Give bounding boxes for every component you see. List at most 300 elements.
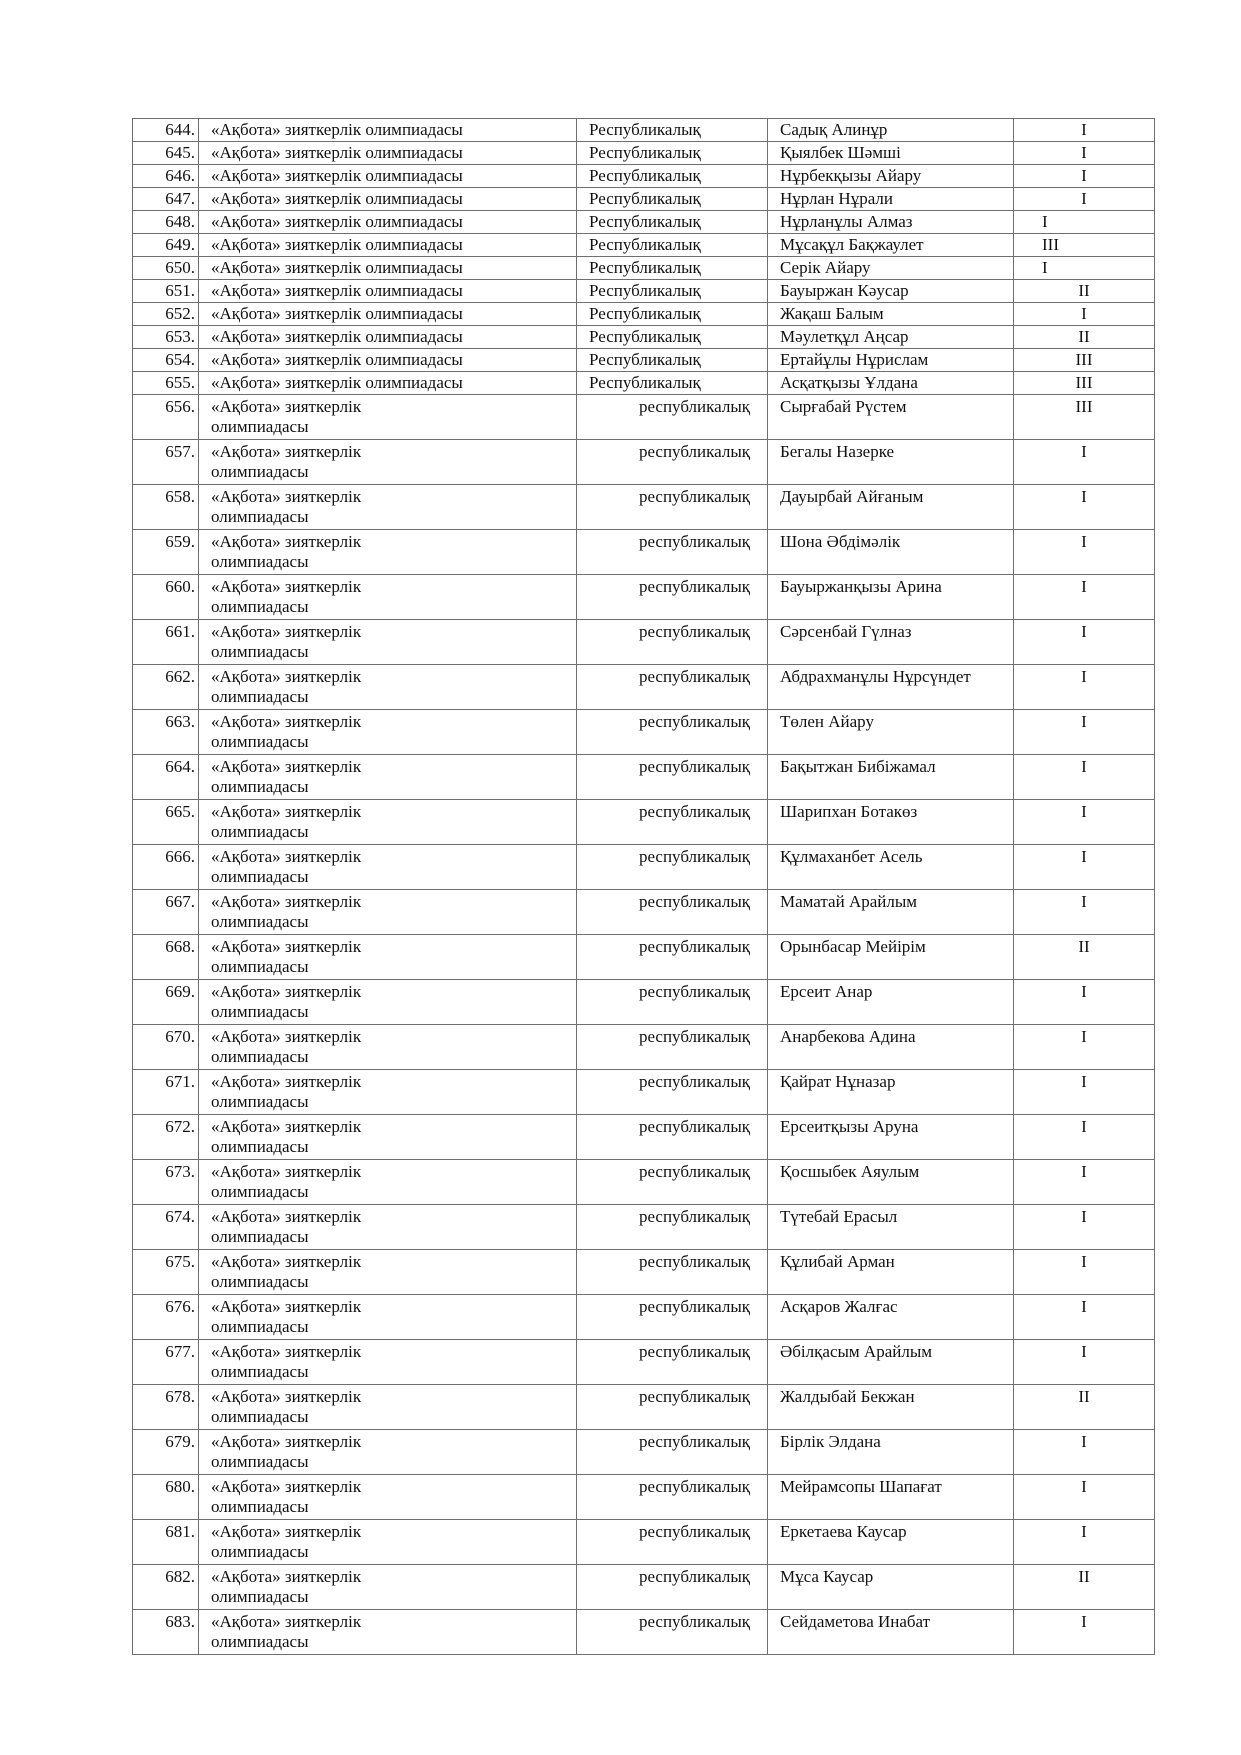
olympiad-name: «Ақбота» зияткерлік олимпиадасы — [211, 258, 463, 277]
table-row — [133, 710, 1155, 755]
participant-name: Нұрлан Нұрали — [780, 189, 893, 208]
olympiad-name: «Ақбота» зияткерлік олимпиадасы — [211, 120, 463, 139]
prize-cell — [1014, 1205, 1155, 1250]
row-number-cell — [133, 890, 199, 935]
prize-cell — [1014, 1115, 1155, 1160]
olympiad-level: республикалық — [638, 712, 750, 731]
table-row — [133, 1025, 1155, 1070]
level-cell — [577, 1475, 768, 1520]
level-cell — [577, 1565, 768, 1610]
row-number-cell — [133, 1250, 199, 1295]
olympiad-level: республикалық — [638, 1162, 750, 1181]
olympiad-name: «Ақбота» зияткерлік олимпиадасы — [211, 397, 362, 436]
results-table — [132, 118, 1155, 1655]
olympiad-cell — [199, 395, 577, 440]
olympiad-name: «Ақбота» зияткерлік олимпиадасы — [211, 487, 362, 526]
participant-cell — [768, 1025, 1014, 1070]
row-number-cell — [133, 1025, 199, 1070]
participant-cell — [768, 1070, 1014, 1115]
participant-name: Дауырбай Айғаным — [780, 487, 924, 506]
prize-place: I — [1081, 120, 1087, 139]
row-number: 679. — [165, 1432, 195, 1451]
table-row — [133, 1295, 1155, 1340]
olympiad-cell — [199, 349, 577, 372]
table-row — [133, 575, 1155, 620]
participant-cell — [768, 800, 1014, 845]
olympiad-level: республикалық — [638, 1612, 750, 1631]
olympiad-cell — [199, 211, 577, 234]
row-number: 647. — [165, 189, 195, 208]
level-cell — [577, 1025, 768, 1070]
participant-name: Еркетаева Каусар — [780, 1522, 907, 1541]
participant-cell — [768, 1385, 1014, 1430]
participant-name: Садық Алинұр — [780, 120, 888, 139]
row-number-cell — [133, 349, 199, 372]
row-number: 676. — [165, 1297, 195, 1316]
olympiad-level: республикалық — [638, 847, 750, 866]
row-number-cell — [133, 326, 199, 349]
olympiad-cell — [199, 845, 577, 890]
table-row — [133, 1430, 1155, 1475]
row-number-cell — [133, 234, 199, 257]
olympiad-name: «Ақбота» зияткерлік олимпиадасы — [211, 304, 463, 323]
prize-place: I — [1081, 1027, 1087, 1046]
prize-place: I — [1081, 577, 1087, 596]
row-number: 677. — [165, 1342, 195, 1361]
olympiad-level: республикалық — [638, 577, 750, 596]
olympiad-level: республикалық — [638, 1522, 750, 1541]
table-row — [133, 349, 1155, 372]
row-number: 680. — [165, 1477, 195, 1496]
olympiad-level: Республикалық — [589, 212, 701, 231]
participant-name: Әбілқасым Арайлым — [780, 1342, 932, 1361]
olympiad-level: Республикалық — [589, 258, 701, 277]
olympiad-cell — [199, 165, 577, 188]
row-number-cell — [133, 845, 199, 890]
olympiad-cell — [199, 257, 577, 280]
olympiad-level: Республикалық — [589, 143, 701, 162]
olympiad-level: республикалық — [638, 1432, 750, 1451]
level-cell — [577, 575, 768, 620]
participant-cell — [768, 1610, 1014, 1655]
table-row — [133, 1205, 1155, 1250]
table-row — [133, 372, 1155, 395]
level-cell — [577, 1430, 768, 1475]
prize-place: I — [1081, 442, 1087, 461]
row-number-cell — [133, 1115, 199, 1160]
prize-cell — [1014, 1250, 1155, 1295]
prize-place: II — [1078, 1567, 1090, 1586]
participant-cell — [768, 440, 1014, 485]
olympiad-level: республикалық — [638, 1027, 750, 1046]
olympiad-level: республикалық — [638, 397, 750, 416]
participant-name: Қайрат Нұназар — [780, 1072, 896, 1091]
level-cell — [577, 1610, 768, 1655]
participant-cell — [768, 1115, 1014, 1160]
participant-cell — [768, 303, 1014, 326]
olympiad-cell — [199, 234, 577, 257]
olympiad-name: «Ақбота» зияткерлік олимпиадасы — [211, 1387, 362, 1426]
row-number-cell — [133, 1430, 199, 1475]
level-cell — [577, 1385, 768, 1430]
prize-place: I — [1081, 982, 1087, 1001]
olympiad-cell — [199, 710, 577, 755]
participant-cell — [768, 755, 1014, 800]
prize-cell — [1014, 485, 1155, 530]
participant-name: Бірлік Элдана — [780, 1432, 881, 1451]
olympiad-name: «Ақбота» зияткерлік олимпиадасы — [211, 847, 362, 886]
row-number: 648. — [165, 212, 195, 231]
prize-place: I — [1081, 1432, 1087, 1451]
row-number-cell — [133, 303, 199, 326]
table-row — [133, 845, 1155, 890]
level-cell — [577, 119, 768, 142]
olympiad-cell — [199, 575, 577, 620]
row-number-cell — [133, 800, 199, 845]
olympiad-cell — [199, 1565, 577, 1610]
table-row — [133, 234, 1155, 257]
participant-cell — [768, 1160, 1014, 1205]
level-cell — [577, 1205, 768, 1250]
level-cell — [577, 1160, 768, 1205]
participant-name: Орынбасар Мейірім — [780, 937, 926, 956]
olympiad-cell — [199, 530, 577, 575]
level-cell — [577, 234, 768, 257]
olympiad-cell — [199, 1205, 577, 1250]
row-number-cell — [133, 1205, 199, 1250]
olympiad-cell — [199, 620, 577, 665]
level-cell — [577, 303, 768, 326]
participant-cell — [768, 119, 1014, 142]
results-table-body — [133, 119, 1155, 1655]
participant-name: Мейрамсопы Шапағат — [780, 1477, 942, 1496]
olympiad-cell — [199, 1070, 577, 1115]
olympiad-level: республикалық — [638, 1252, 750, 1271]
table-row — [133, 665, 1155, 710]
level-cell — [577, 349, 768, 372]
participant-cell — [768, 980, 1014, 1025]
participant-name: Ерсеит Анар — [780, 982, 873, 1001]
row-number-cell — [133, 1565, 199, 1610]
olympiad-cell — [199, 372, 577, 395]
olympiad-name: «Ақбота» зияткерлік олимпиадасы — [211, 1432, 362, 1471]
participant-cell — [768, 935, 1014, 980]
prize-place: I — [1081, 1117, 1087, 1136]
row-number: 661. — [165, 622, 195, 641]
row-number: 659. — [165, 532, 195, 551]
prize-cell — [1014, 530, 1155, 575]
level-cell — [577, 211, 768, 234]
olympiad-level: республикалық — [638, 1387, 750, 1406]
olympiad-level: Республикалық — [589, 166, 701, 185]
olympiad-name: «Ақбота» зияткерлік олимпиадасы — [211, 1027, 362, 1066]
prize-cell — [1014, 1340, 1155, 1385]
prize-place: II — [1078, 937, 1090, 956]
prize-place: I — [1081, 1252, 1087, 1271]
olympiad-cell — [199, 1025, 577, 1070]
olympiad-cell — [199, 1430, 577, 1475]
olympiad-level: республикалық — [638, 1207, 750, 1226]
prize-cell — [1014, 980, 1155, 1025]
table-row — [133, 119, 1155, 142]
olympiad-cell — [199, 1475, 577, 1520]
olympiad-cell — [199, 755, 577, 800]
prize-cell — [1014, 142, 1155, 165]
prize-place: I — [1081, 1207, 1087, 1226]
level-cell — [577, 280, 768, 303]
row-number: 660. — [165, 577, 195, 596]
participant-name: Сәрсенбай Гүлназ — [780, 622, 912, 641]
prize-place: I — [1081, 532, 1087, 551]
row-number-cell — [133, 1070, 199, 1115]
prize-cell — [1014, 755, 1155, 800]
olympiad-cell — [199, 1295, 577, 1340]
row-number: 664. — [165, 757, 195, 776]
level-cell — [577, 372, 768, 395]
prize-cell — [1014, 395, 1155, 440]
row-number-cell — [133, 665, 199, 710]
participant-cell — [768, 890, 1014, 935]
participant-cell — [768, 1340, 1014, 1385]
prize-place: I — [1042, 212, 1048, 231]
olympiad-cell — [199, 1250, 577, 1295]
prize-place: I — [1081, 1072, 1087, 1091]
row-number-cell — [133, 142, 199, 165]
row-number-cell — [133, 165, 199, 188]
prize-cell — [1014, 257, 1155, 280]
table-row — [133, 1250, 1155, 1295]
row-number: 657. — [165, 442, 195, 461]
prize-cell — [1014, 845, 1155, 890]
olympiad-name: «Ақбота» зияткерлік олимпиадасы — [211, 1522, 362, 1561]
row-number: 663. — [165, 712, 195, 731]
prize-place: I — [1081, 143, 1087, 162]
olympiad-name: «Ақбота» зияткерлік олимпиадасы — [211, 1072, 362, 1111]
participant-name: Анарбекова Адина — [780, 1027, 916, 1046]
prize-cell — [1014, 1520, 1155, 1565]
olympiad-level: республикалық — [638, 757, 750, 776]
participant-name: Нұрланұлы Алмаз — [780, 212, 913, 231]
prize-cell — [1014, 800, 1155, 845]
olympiad-name: «Ақбота» зияткерлік олимпиадасы — [211, 189, 463, 208]
row-number-cell — [133, 119, 199, 142]
table-row — [133, 620, 1155, 665]
row-number: 675. — [165, 1252, 195, 1271]
olympiad-cell — [199, 1385, 577, 1430]
olympiad-cell — [199, 188, 577, 211]
participant-cell — [768, 1565, 1014, 1610]
table-row — [133, 890, 1155, 935]
participant-name: Абдрахманұлы Нұрсүндет — [780, 667, 971, 686]
olympiad-level: Республикалық — [589, 327, 701, 346]
participant-name: Төлен Айару — [780, 712, 874, 731]
prize-cell — [1014, 935, 1155, 980]
row-number-cell — [133, 530, 199, 575]
participant-name: Құлмаханбет Асель — [780, 847, 923, 866]
participant-cell — [768, 257, 1014, 280]
prize-place: II — [1078, 327, 1090, 346]
participant-cell — [768, 485, 1014, 530]
level-cell — [577, 665, 768, 710]
participant-cell — [768, 1295, 1014, 1340]
participant-cell — [768, 665, 1014, 710]
olympiad-cell — [199, 800, 577, 845]
participant-name: Бауыржан Кәусар — [780, 281, 909, 300]
olympiad-name: «Ақбота» зияткерлік олимпиадасы — [211, 577, 362, 616]
participant-name: Қосшыбек Аяулым — [780, 1162, 920, 1181]
row-number-cell — [133, 1475, 199, 1520]
level-cell — [577, 1070, 768, 1115]
row-number-cell — [133, 935, 199, 980]
table-row — [133, 395, 1155, 440]
row-number: 651. — [165, 281, 195, 300]
prize-cell — [1014, 303, 1155, 326]
olympiad-cell — [199, 1340, 577, 1385]
table-row — [133, 1610, 1155, 1655]
olympiad-name: «Ақбота» зияткерлік олимпиадасы — [211, 235, 463, 254]
row-number-cell — [133, 211, 199, 234]
prize-cell — [1014, 211, 1155, 234]
olympiad-name: «Ақбота» зияткерлік олимпиадасы — [211, 622, 362, 661]
table-row — [133, 1520, 1155, 1565]
row-number: 645. — [165, 143, 195, 162]
participant-name: Мұсақұл Бақжаулет — [780, 235, 924, 254]
prize-place: I — [1081, 304, 1087, 323]
participant-name: Бауыржанқызы Арина — [780, 577, 942, 596]
row-number-cell — [133, 280, 199, 303]
level-cell — [577, 165, 768, 188]
olympiad-level: Республикалық — [589, 373, 701, 392]
participant-cell — [768, 280, 1014, 303]
olympiad-name: «Ақбота» зияткерлік олимпиадасы — [211, 1162, 362, 1201]
prize-cell — [1014, 890, 1155, 935]
prize-place: I — [1081, 892, 1087, 911]
row-number-cell — [133, 1160, 199, 1205]
table-row — [133, 257, 1155, 280]
level-cell — [577, 755, 768, 800]
prize-place: I — [1081, 622, 1087, 641]
row-number-cell — [133, 1520, 199, 1565]
olympiad-name: «Ақбота» зияткерлік олимпиадасы — [211, 532, 362, 571]
olympiad-cell — [199, 1115, 577, 1160]
olympiad-cell — [199, 142, 577, 165]
table-row — [133, 165, 1155, 188]
table-row — [133, 1565, 1155, 1610]
olympiad-level: республикалық — [638, 1297, 750, 1316]
olympiad-name: «Ақбота» зияткерлік олимпиадасы — [211, 1117, 362, 1156]
prize-cell — [1014, 280, 1155, 303]
olympiad-level: республикалық — [638, 1477, 750, 1496]
olympiad-name: «Ақбота» зияткерлік олимпиадасы — [211, 937, 362, 976]
olympiad-level: республикалық — [638, 442, 750, 461]
olympiad-name: «Ақбота» зияткерлік олимпиадасы — [211, 892, 362, 931]
participant-cell — [768, 372, 1014, 395]
level-cell — [577, 1250, 768, 1295]
prize-place: II — [1078, 1387, 1090, 1406]
prize-cell — [1014, 665, 1155, 710]
participant-name: Қыялбек Шәмші — [780, 143, 901, 162]
table-row — [133, 303, 1155, 326]
participant-cell — [768, 142, 1014, 165]
prize-place: III — [1075, 373, 1093, 392]
olympiad-cell — [199, 935, 577, 980]
olympiad-level: республикалық — [638, 892, 750, 911]
level-cell — [577, 326, 768, 349]
row-number-cell — [133, 575, 199, 620]
level-cell — [577, 142, 768, 165]
participant-cell — [768, 326, 1014, 349]
participant-cell — [768, 349, 1014, 372]
olympiad-cell — [199, 1610, 577, 1655]
level-cell — [577, 188, 768, 211]
olympiad-name: «Ақбота» зияткерлік олимпиадасы — [211, 1207, 362, 1246]
table-row — [133, 1340, 1155, 1385]
level-cell — [577, 530, 768, 575]
row-number-cell — [133, 485, 199, 530]
prize-cell — [1014, 1475, 1155, 1520]
olympiad-name: «Ақбота» зияткерлік олимпиадасы — [211, 442, 362, 481]
row-number: 655. — [165, 373, 195, 392]
prize-place: I — [1081, 1342, 1087, 1361]
olympiad-name: «Ақбота» зияткерлік олимпиадасы — [211, 143, 463, 162]
participant-cell — [768, 188, 1014, 211]
prize-place: I — [1081, 1612, 1087, 1631]
row-number: 669. — [165, 982, 195, 1001]
participant-name: Шарипхан Ботакөз — [780, 802, 918, 821]
row-number-cell — [133, 755, 199, 800]
prize-place: I — [1081, 487, 1087, 506]
participant-cell — [768, 1430, 1014, 1475]
table-row — [133, 440, 1155, 485]
olympiad-level: Республикалық — [589, 189, 701, 208]
level-cell — [577, 440, 768, 485]
olympiad-name: «Ақбота» зияткерлік олимпиадасы — [211, 757, 362, 796]
olympiad-level: республикалық — [638, 802, 750, 821]
level-cell — [577, 980, 768, 1025]
prize-place: I — [1042, 258, 1048, 277]
participant-cell — [768, 1250, 1014, 1295]
olympiad-level: республикалық — [638, 1117, 750, 1136]
olympiad-name: «Ақбота» зияткерлік олимпиадасы — [211, 166, 463, 185]
participant-cell — [768, 234, 1014, 257]
prize-cell — [1014, 234, 1155, 257]
prize-cell — [1014, 575, 1155, 620]
participant-cell — [768, 710, 1014, 755]
participant-cell — [768, 620, 1014, 665]
olympiad-name: «Ақбота» зияткерлік олимпиадасы — [211, 373, 463, 392]
row-number: 678. — [165, 1387, 195, 1406]
level-cell — [577, 395, 768, 440]
row-number: 649. — [165, 235, 195, 254]
table-row — [133, 1115, 1155, 1160]
participant-name: Бақытжан Бибіжамал — [780, 757, 936, 776]
prize-cell — [1014, 710, 1155, 755]
participant-name: Құлибай Арман — [780, 1252, 895, 1271]
olympiad-cell — [199, 119, 577, 142]
level-cell — [577, 890, 768, 935]
olympiad-name: «Ақбота» зияткерлік олимпиадасы — [211, 667, 362, 706]
table-row — [133, 980, 1155, 1025]
participant-cell — [768, 395, 1014, 440]
level-cell — [577, 710, 768, 755]
olympiad-level: республикалық — [638, 622, 750, 641]
prize-place: I — [1081, 847, 1087, 866]
row-number-cell — [133, 1385, 199, 1430]
participant-name: Ерсеитқызы Аруна — [780, 1117, 919, 1136]
prize-cell — [1014, 326, 1155, 349]
olympiad-name: «Ақбота» зияткерлік олимпиадасы — [211, 1477, 362, 1516]
table-row — [133, 211, 1155, 234]
